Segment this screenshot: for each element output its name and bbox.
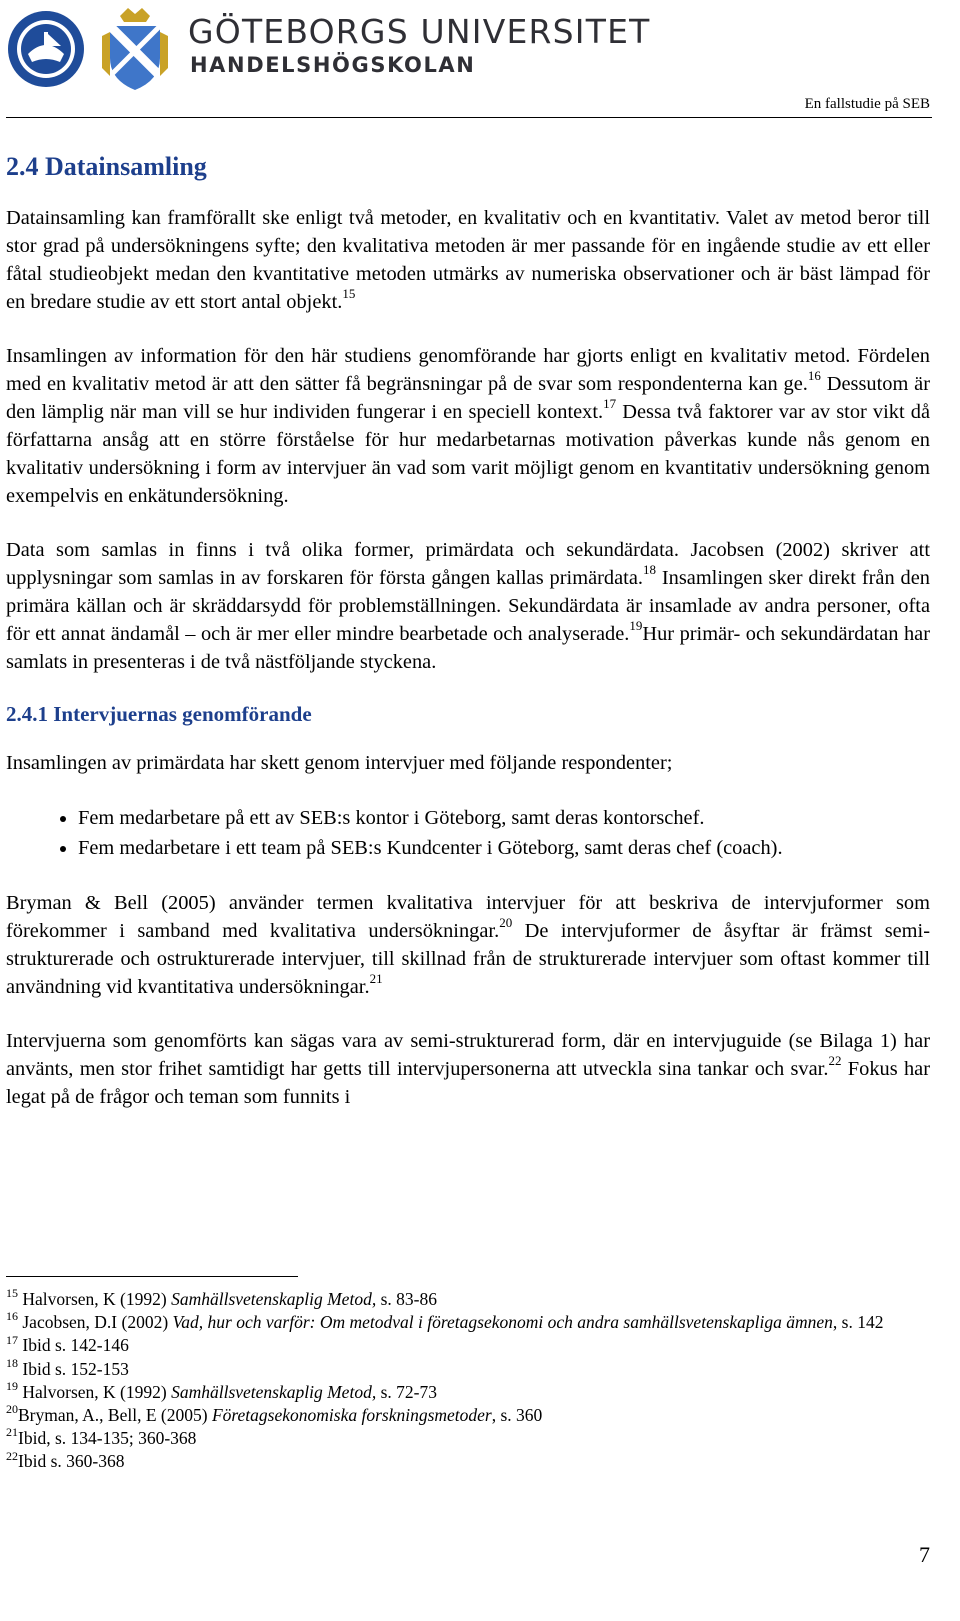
footnote-text: Ibid, s. 134-135; 360-368 — [18, 1428, 197, 1449]
footnote-text: s. 83-86 — [376, 1289, 437, 1309]
paragraph-interview-forms — [6, 889, 930, 1001]
footnote-text: , s. 142 — [832, 1312, 884, 1333]
footnote-number: 22 — [6, 1448, 18, 1463]
university-seal-icon — [6, 6, 86, 92]
footnote-number: 17 — [6, 1332, 18, 1347]
footnote-divider — [6, 1276, 298, 1277]
footnote-text: Ibid s. 152-153 — [18, 1358, 129, 1379]
paragraph-semi-structured — [6, 1027, 930, 1111]
paragraph-text: Insamlingen av information för den här studiens genomförande har gjorts enligt en kvalitativ metod. Fördelen med en kvalitativ metod är att den sätter få begränsningar på de svar som respondenterna kan ge. — [6, 345, 930, 395]
footnote-text: Halvorsen, K (1992) — [18, 1289, 172, 1309]
footnote — [6, 1355, 926, 1381]
footnote-ref: 18 — [642, 562, 656, 578]
paragraph-text: Data som samlas in finns i två olika former, primärdata och sekundärdata. Jacobsen (2002) skriver att upplysningar som samlas in av forskaren för första gången kallas primärdata. — [6, 539, 930, 589]
paragraph-text: Fokus har legat på de frågor och teman som funnits i — [6, 1058, 931, 1108]
footnote — [6, 1288, 926, 1311]
footnote-text: Bryman, A., Bell, E (2005) — [18, 1405, 212, 1426]
school-name: HANDELSHÖGSKOLAN — [190, 53, 476, 77]
footnote-ref: 20 — [499, 915, 513, 931]
list-item: • Fem medarbetare i ett team på SEB:s Kundcenter i Göteborg, samt deras chef (coach). — [78, 833, 930, 863]
footnote-title: Vad, hur och varför: Om metodval i företagsekonomi och andra samhällsvetenskapliga ämnen — [172, 1312, 833, 1333]
footnote-title: Samhällsvetenskaplig Metod, — [171, 1289, 377, 1309]
footnote-number: 16 — [6, 1309, 18, 1324]
university-name: GÖTEBORGS UNIVERSITET — [188, 12, 651, 51]
footnote-ref: 21 — [369, 971, 383, 987]
footnote-text: Ibid s. 142-146 — [18, 1335, 129, 1356]
footnote-text: Ibid s. 360-368 — [18, 1451, 125, 1472]
paragraph-qualitative — [6, 342, 930, 510]
footnote — [6, 1450, 926, 1473]
footnote — [6, 1334, 926, 1357]
footnote-title: Samhällsvetenskaplig Metod, — [171, 1381, 377, 1402]
footnote-ref: 17 — [603, 396, 617, 412]
paragraph-text: Dessutom är den lämplig när man vill se hur individen fungerar i en speciell kontext. — [6, 373, 930, 423]
footnote-text: s. 72-73 — [376, 1381, 437, 1402]
section-title: 2.4 Datainsamling — [6, 152, 207, 181]
footnote-ref: 15 — [342, 286, 356, 302]
school-crest-icon — [98, 6, 172, 92]
footnote — [6, 1311, 926, 1334]
paragraph-text: Dessa två faktorer var av stor vikt då författarna ansåg att en större förståelse för hur medarbetarnas motivation påverkas kunde nås genom en kvalitativ undersökning i form av intervjuer än vad som varit möjligt genom en kvantitativ undersökning genom exempelvis en enkätundersökning. — [6, 401, 930, 507]
footnote — [6, 1378, 926, 1404]
paragraph-data-types — [6, 536, 930, 676]
paragraph-text: Insamlingen sker direkt från den primära källan och är skräddarsydd för problemställningen. Sekundärdata är insamlade av andra personer, ofta för ett annat ändamål – och är mer eller mindre bearbetade och analyserade. — [6, 567, 930, 645]
footnote-text: Halvorsen, K (1992) — [18, 1381, 172, 1402]
footnote-text: , s. 360 — [491, 1405, 543, 1426]
paragraph-text: Intervjuerna som genomförts kan sägas vara av semi-strukturerad form, där en intervjuguide (se Bilaga 1) har använts, men stor frihet samtidigt har getts till intervjupersonerna att utveckla sina tankar och svar. — [6, 1030, 930, 1080]
paragraph-text: Bryman & Bell (2005) använder termen kvalitativa intervjuer för att beskriva de intervjuformer som förekommer i samband med kvalitativa undersökningar. — [6, 892, 930, 942]
footnote-number: 20 — [6, 1402, 18, 1417]
list-item: • Fem medarbetare på ett av SEB:s kontor i Göteborg, samt deras kontorschef. — [78, 803, 930, 833]
footnote-number: 19 — [6, 1378, 18, 1393]
footnotes — [6, 1288, 926, 1474]
footnote-ref: 22 — [828, 1053, 842, 1069]
paragraph-intro: Insamlingen av primärdata har skett genom intervjuer med följande respondenter; — [6, 752, 673, 774]
footnote — [6, 1404, 926, 1427]
page-body — [6, 152, 930, 1137]
footnote-ref: 19 — [629, 618, 643, 634]
footnote-title: Företagsekonomiska forskningsmetoder — [211, 1405, 492, 1426]
page-header — [0, 0, 960, 110]
footnote-number: 21 — [6, 1425, 18, 1440]
paragraph-text: De intervjuformer de åsyftar är främst semi-strukturerade och ostrukturerade intervjuer, till skillnad från de strukturerade intervjuer som oftast kommer till användning vid kvantitativa undersökningar. — [6, 920, 930, 998]
footnote-number: 15 — [6, 1286, 18, 1301]
paragraph-text: Datainsamling kan framförallt ske enligt två metoder, en kvalitativ och en kvantitativ. Valet av metod beror till stor grad på undersökningens syfte; den kvalitativa metoden är mer passande för en ingående studie av ett eller fåtal studieobjekt medan den kvantitative metoden utmärks av numeriska observationer och är bäst lämpad för en bredare studie av ett stort antal objekt. — [6, 207, 930, 313]
footnote-number: 18 — [6, 1355, 18, 1370]
respondent-list — [6, 803, 930, 863]
footnote — [6, 1427, 926, 1450]
header-divider — [6, 117, 932, 118]
running-head: En fallstudie på SEB — [804, 96, 930, 112]
footnote-text: Jacobsen, D.I (2002) — [18, 1312, 173, 1333]
page-number: 7 — [919, 1542, 930, 1567]
footnote-ref: 16 — [807, 368, 821, 384]
paragraph-methods — [6, 204, 930, 316]
subsection-title: 2.4.1 Intervjuernas genomförande — [6, 702, 312, 726]
paragraph-text: Hur primär- och sekundärdatan har samlats in presenteras i de två nästföljande styckena. — [6, 623, 930, 673]
